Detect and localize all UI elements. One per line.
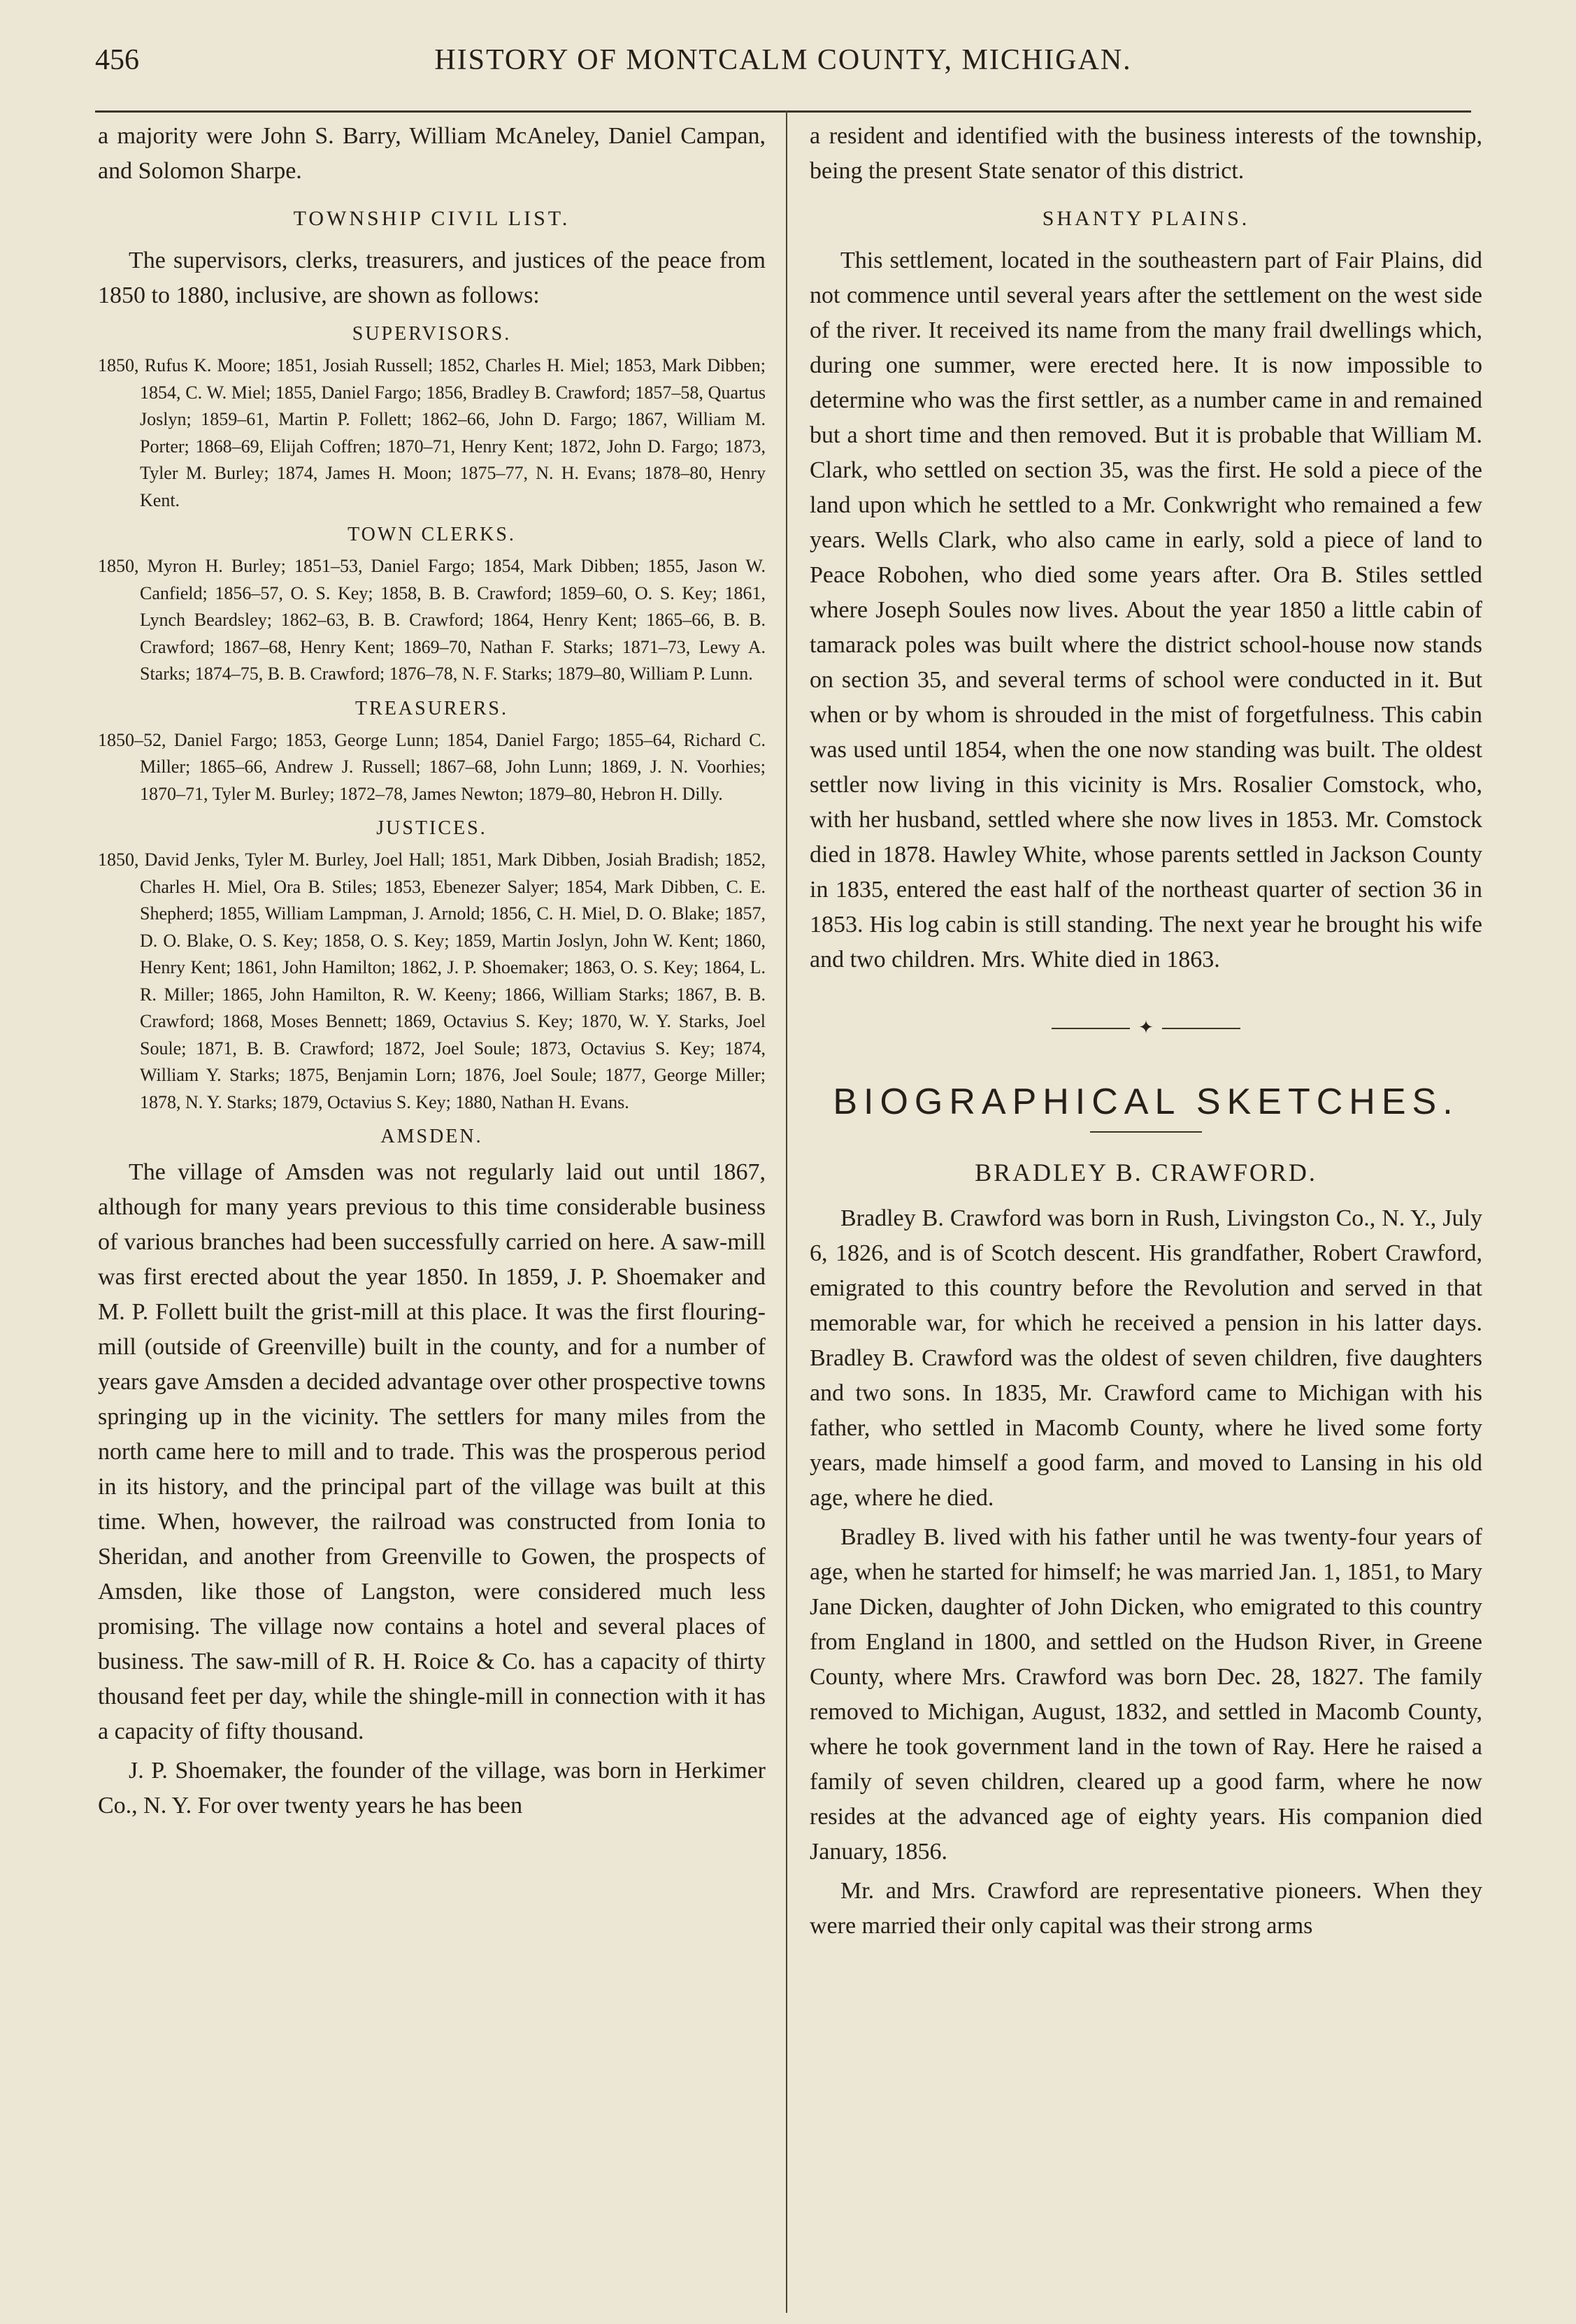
shanty-plains-paragraph: This settlement, located in the southeastern part of Fair Plains, did not commence until several years after the settlement on the west side of the river. It received its name from the many frail dwellings which, during one summer, were erected here. It is now impossible to determine who was the first settler, as a number came in and remained but a short time and then removed. But it is probable that William M. Clark, who settled on section 35, was the first. He sold a piece of the land upon which he settled to a Mr. Conkwright who remained a few years. Wells Clark, who also came in early, sold a piece of land to Peace Robohen, who died some years after. Ora B. Stiles settled where Joseph Soules now lives. About the year 1850 a little cabin of tamarack poles was built where the district school-house now stands on section 35, and several terms of school were conducted in it. But when or by whom is shrouded in the mist of forgetfulness. This cabin was used until 1854, when the one now standing was built. The oldest settler now living in this vicinity is Mrs. Rosalier Comstock, who, with her husband, settled where she now lives in 1853. Mr. Comstock died in 1878. Hawley White, whose parents settled in Jackson County in 1835, entered the east half of the northeast quarter of section 36 in 1853. His log cabin is still standing. The next year he brought his wife and two children. Mrs. White died in 1863. — [810, 248, 1482, 973]
running-head-title: HISTORY OF MONTCALM COUNTY, MICHIGAN. — [434, 44, 1132, 76]
justices-list: 1850, David Jenks, Tyler M. Burley, Joel Hall; 1851, Mark Dibben, Josiah Bradish; 1852, Charles H. Miel, Ora B. Stiles; 1853, Ebenezer Salyer; 1854, Mark Dibben, C. E. Shepherd; 1855, William Lampman, J. Arnold; 1856, C. H. Miel, D. O. Blake; 1857, D. O. Blake, O. S. Key; 1858, O. S. Key; 1859, Martin Joslyn, John W. Kent; 1860, Henry Kent; 1861, John Hamilton; 1862, J. P. Shoemaker; 1863, O. S. Key; 1864, L. R. Miller; 1865, John Hamilton, R. W. Keeny; 1866, William Starks; 1867, B. B. Crawford; 1868, Moses Bennett; 1869, Octavius S. Key; 1870, W. Y. Starks, Joel Soule; 1871, B. B. Crawford; 1872, Joel Soule; 1873, Octavius S. Key; 1874, William Y. Starks; 1875, Benjamin Lorn; 1876, Joel Soule; 1877, George Miller; 1878, N. Y. Starks; 1879, Octavius S. Key; 1880, Nathan H. Evans. — [98, 849, 766, 1112]
civil-list-heading: TOWNSHIP CIVIL LIST. — [293, 207, 571, 230]
treasurers-list: 1850–52, Daniel Fargo; 1853, George Lunn; 1854, Daniel Fargo; 1855–64, Richard C. Miller; 1865–66, Andrew J. Russell; 1867–68, John Lunn; 1869, J. N. Voorhies; 1870–71, Tyler M. Burley; 1872–78, James Newton; 1879–80, Hebron H. Dilly. — [98, 729, 766, 804]
biography-paragraph-1: Bradley B. Crawford was born in Rush, Livingston Co., N. Y., July 6, 1826, and is of Scotch descent. His grandfather, Robert Crawford, emigrated to this country before the Revolution and served in that memorable war, for which he received a pension in his latter days. Bradley B. Crawford was the oldest of seven children, five daughters and two sons. In 1835, Mr. Crawford came to Michigan with his father, who settled in Macomb County, where he lived some forty years, made himself a good farm, and moved to Lansing in his old age, where he died. — [810, 1205, 1482, 1511]
clerks-list: 1850, Myron H. Burley; 1851–53, Daniel Fargo; 1854, Mark Dibben; 1855, Jason W. Canfield; 1856–57, O. S. Key; 1858, B. B. Crawford; 1859–60, O. S. Key; 1861, Lynch Beardsley; 1862–63, B. B. Crawford; 1864, Henry Kent; 1865–66, B. B. Crawford; 1867–68, Henry Kent; 1869–70, Nathan F. Starks; 1871–73, Lewy A. Starks; 1874–75, B. B. Crawford; 1876–78, N. F. Starks; 1879–80, William P. Lunn. — [98, 556, 766, 684]
civil-list-intro: The supervisors, clerks, treasurers, and justices of the peace from 1850 to 1880, inclusive, are shown as follows: — [98, 248, 766, 308]
justices-heading: JUSTICES. — [376, 817, 487, 839]
amsden-paragraph-1: The village of Amsden was not regularly laid out until 1867, although for many years previous to this time considerable business of various branches had been successfully carried on here. A saw-mill was first erected about the year 1850. In 1859, J. P. Shoemaker and M. P. Follett built the grist-mill at this place. It was the first flouring-mill (outside of Greenville) built in the county, and for a number of years gave Amsden a decided advantage over other prospective towns springing up in the vicinity. The settlers for many miles from the north came here to mill and to trade. This was the prosperous period in its history, and the principal part of the village was built at this time. When, however, the railroad was constructed from Ionia to Sheridan, and another from Greenville to Gowen, the prospects of Amsden, like those of Langston, were considered much less promising. The village now contains a hotel and several places of business. The saw-mill of R. H. Roice & Co. has a capacity of thirty thousand feet per day, while the shingle-mill in connection with it has a capacity of fifty thousand. — [98, 1159, 766, 1744]
page-number: 456 — [95, 44, 139, 76]
amsden-heading: AMSDEN. — [380, 1126, 483, 1147]
shanty-plains-heading: SHANTY PLAINS. — [1042, 207, 1250, 230]
intro-paragraph: a majority were John S. Barry, William McAneley, Daniel Campan, and Solomon Sharpe. — [98, 123, 766, 184]
heading-rule — [1090, 1131, 1202, 1133]
biography-paragraph-2: Bradley B. lived with his father until he was twenty-four years of age, when he started for himself; he was married Jan. 1, 1851, to Mary Jane Dicken, daughter of John Dicken, who emigrated to this country from England in 1800, and settled on the Hudson River, in Greene County, where Mrs. Crawford was born Dec. 28, 1827. The family removed to Michigan, August, 1832, and settled in Macomb County, where he took government land in the town of Ray. Here he raised a family of seven children, cleared up a good farm, where he now resides at the advanced age of eighty years. His companion died January, 1856. — [810, 1524, 1482, 1865]
right-column — [810, 119, 1482, 1948]
supervisors-list: 1850, Rufus K. Moore; 1851, Josiah Russell; 1852, Charles H. Miel; 1853, Mark Dibben; 1854, C. W. Miel; 1855, Daniel Fargo; 1856, Bradley B. Crawford; 1857–58, Quartus Joslyn; 1859–61, Martin P. Follett; 1862–66, John D. Fargo; 1867, William M. Porter; 1868–69, Elijah Coffren; 1870–71, Henry Kent; 1872, John D. Fargo; 1873, Tyler M. Burley; 1874, James H. Moon; 1875–77, N. H. Evans; 1878–80, Henry Kent. — [98, 355, 766, 510]
column-divider — [786, 110, 787, 2313]
biographical-sketches-heading: BIOGRAPHICAL SKETCHES. — [833, 1082, 1459, 1122]
section-ornament — [1052, 1018, 1240, 1039]
amsden-paragraph-2: J. P. Shoemaker, the founder of the village, was born in Herkimer Co., N. Y. For over twenty years he has been — [98, 1758, 766, 1819]
page-header — [95, 43, 1471, 85]
continuation-paragraph: a resident and identified with the business interests of the township, being the present State senator of this district. — [810, 123, 1482, 184]
ornament-icon: ✦ — [1130, 1018, 1162, 1038]
biography-paragraph-3: Mr. and Mrs. Crawford are representative pioneers. When they were married their only capital was their strong arms — [810, 1878, 1482, 1939]
treasurers-heading: TREASURERS. — [355, 697, 508, 719]
biography-name-heading: BRADLEY B. CRAWFORD. — [975, 1159, 1317, 1186]
left-column — [98, 119, 766, 1828]
header-rule — [95, 110, 1471, 113]
clerks-heading: TOWN CLERKS. — [348, 524, 516, 545]
supervisors-heading: SUPERVISORS. — [352, 323, 512, 345]
